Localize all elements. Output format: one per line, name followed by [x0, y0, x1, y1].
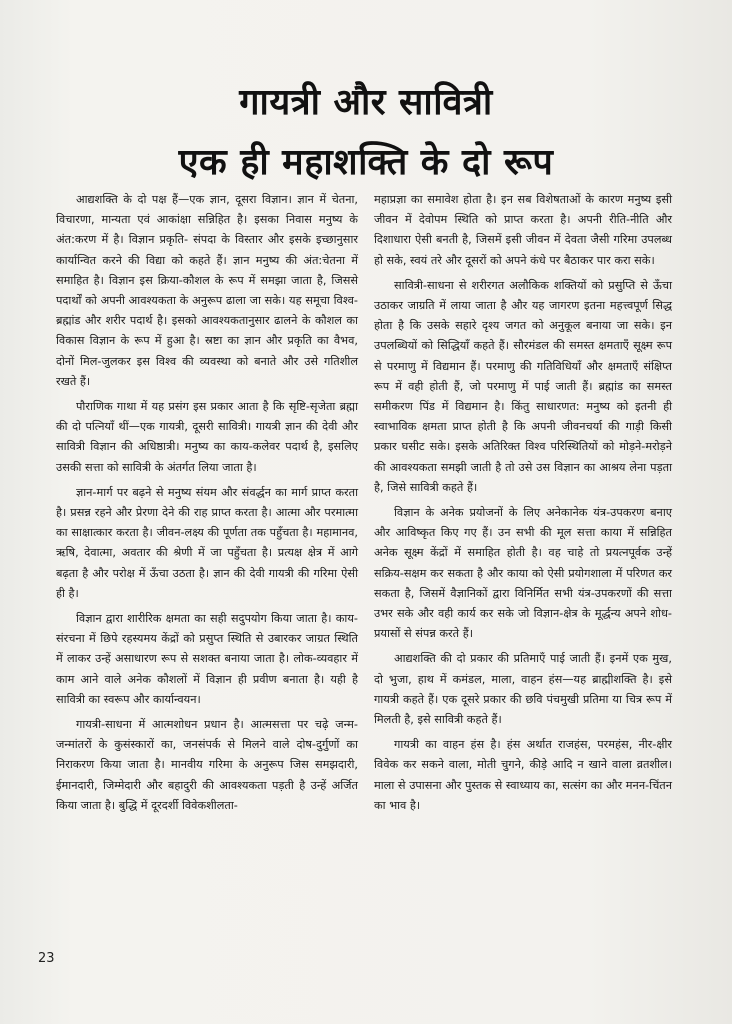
paragraph: महाप्रज्ञा का समावेश होता है। इन सब विशेषताओं के कारण मनुष्य इसी जीवन में देवोपम स्थिति को प्राप्त करता है। अपनी रीति-नीति और दिशाधारा ऐसी बनती है, जिसमें इसी जीवन में देवता जैसी गरिमा उपलब्ध हो सके, स्वयं तरे और दूसरों को अपने कंधे पर बैठाकर पार करा सके।	[374, 193, 672, 267]
paragraph: सावित्री-साधना से शरीरगत अलौकिक शक्तियों को प्रसुप्ति से ऊँचा उठाकर जाग्रति में लाया जाता है और यह जागरण इतना महत्त्वपूर्ण सिद्ध होता है कि उसके सहारे दृश्य जगत को अनुकूल बनाया जा सके। इन उपलब्धियों को सिद्धियाँ कहते हैं। सौरमंडल की समस्त क्षमताएँ सूक्ष्म रूप से परमाणु में विद्यमान हैं। परमाणु की गतिविधियाँ और क्षमताएँ संक्षिप्त रूप में वही होती हैं, जो परमाणु में पाई जाती हैं। ब्रह्मांड का समस्त समीकरण पिंड में विद्यमान है। किंतु साधारणत: मनुष्य को इतनी ही स्वाभाविक क्षमता प्राप्त होती है कि अपनी जीवनचर्या की गाड़ी किसी प्रकार घसीट सके। इसके अतिरिक्त विश्व परिस्थितियों को मोड़ने-मरोड़ने की आवश्यकता समझी जाती है तो उसे उस विज्ञान का आश्रय लेना पड़ता है, जिसे सावित्री कहते हैं।	[374, 278, 672, 494]
paragraph: आद्यशक्ति के दो पक्ष हैं—एक ज्ञान, दूसरा विज्ञान। ज्ञान में चेतना, विचारणा, मान्यता एवं आकांक्षा सन्निहित है। इसका निवास मनुष्य के अंत:करण में है। विज्ञान प्रकृति- संपदा के विस्तार और इसके इच्छानुसार कार्यान्वित करने की विद्या को कहते हैं। ज्ञान मनुष्य की अंत:चेतना में समाहित है। विज्ञान इस क्रिया-कौशल के रूप में समझा जाता है, जिससे पदार्थों को अपनी आवश्यकता के अनुरूप ढाला जा सके। यह समूचा विश्व-ब्रह्मांड और शरीर पदार्थ है। इसको आवश्यकतानुसार ढालने के कौशल का विकास विज्ञान के रूप में हुआ है। स्रष्टा का ज्ञान और प्रकृति का वैभव, दोनों मिल-जुलकर इस विश्व की व्यवस्था को बनाते और उसे गतिशील रखते हैं।	[56, 193, 358, 388]
right-column	[374, 190, 672, 821]
paragraph: ज्ञान-मार्ग पर बढ़ने से मनुष्य संयम और संवर्द्धन का मार्ग प्राप्त करता है। प्रसन्न रहने और प्रेरणा देने की राह प्राप्त करता है। आत्मा और परमात्मा का साक्षात्कार करता है। जीवन-लक्ष्य की पूर्णता तक पहुँचता है। महामानव, ऋषि, देवात्मा, अवतार की श्रेणी में जा पहुँचता है। प्रत्यक्ष क्षेत्र में आगे बढ़ता है और परोक्ष में ऊँचा उठता है। ज्ञान की देवी गायत्री की गरिमा ऐसी ही है।	[56, 485, 358, 600]
title-line-2: एक ही महाशक्ति के दो रूप	[178, 142, 554, 183]
left-column	[56, 190, 358, 821]
paragraph: गायत्री का वाहन हंस है। हंस अर्थात राजहंस, परमहंस, नीर-क्षीर विवेक कर सकने वाला, मोती चुगने, कीड़े आदि न खाने वाला व्रतशील। माला से उपासना और पुस्तक से स्वाध्याय का, सत्संग का और मनन-चिंतन का भाव है।	[374, 738, 672, 812]
paragraph: गायत्री-साधना में आत्मशोधन प्रधान है। आत्मसत्ता पर चढ़े जन्म-जन्मांतरों के कुसंस्कारों का, जनसंपर्क से मिलने वाले दोष-दुर्गुणों का निराकरण किया जाता है। मानवीय गरिमा के अनुरूप जिस समझदारी, ईमानदारी, जिम्मेदारी और बहादुरी की आवश्यकता पड़ती है उन्हें अर्जित किया जाता है। बुद्धि में दूरदर्शी विवेकशीलता-	[56, 718, 358, 812]
paragraph: आद्यशक्ति की दो प्रकार की प्रतिमाएँ पाई जाती हैं। इनमें एक मुख, दो भुजा, हाथ में कमंडल, माला, वाहन हंस—यह ब्राह्मीशक्ति है। इसे गायत्री कहते हैं। एक दूसरे प्रकार की छवि पंचमुखी प्रतिमा या चित्र रूप में मिलती है, इसे सावित्री कहते हैं।	[374, 652, 672, 727]
page-number: 23	[38, 951, 55, 966]
title-line-1: गायत्री और सावित्री	[239, 82, 493, 123]
paragraph: पौराणिक गाथा में यह प्रसंग इस प्रकार आता है कि सृष्टि-सृजेता ब्रह्मा की दो पत्नियाँ थीं—एक गायत्री, दूसरी सावित्री। गायत्री ज्ञान की देवी और सावित्री विज्ञान की अधिष्ठात्री। मनुष्य का काय-कलेवर पदार्थ है, इसलिए उसकी सत्ता को सावित्री के अंतर्गत लिया जाता है।	[56, 400, 358, 474]
paragraph: विज्ञान के अनेक प्रयोजनों के लिए अनेकानेक यंत्र-उपकरण बनाए और आविष्कृत किए गए हैं। उन सभी की मूल सत्ता काया में सन्निहित अनेक सूक्ष्म केंद्रों में समाहित होती है। वह चाहे तो प्रयत्नपूर्वक उन्हें सक्रिय-सक्षम कर सकता है और काया को ऐसी प्रयोगशाला में परिणत कर सकता है, जिसमें वैज्ञानिकों द्वारा विनिर्मित सभी यंत्र-उपकरणों की सत्ता उभर सके और वही कार्य कर सके जो विज्ञान-क्षेत्र के मूर्द्धन्य अपने शोध-प्रयासों से संपन्न करते हैं।	[374, 506, 672, 641]
paragraph: विज्ञान द्वारा शारीरिक क्षमता का सही सदुपयोग किया जाता है। काय-संरचना में छिपे रहस्यमय केंद्रों को प्रसुप्त स्थिति से उबारकर जाग्रत स्थिति में लाकर उन्हें असाधारण रूप से सशक्त बनाया जाता है। लोक-व्यवहार में काम आने वाले अनेक कौशलों में विज्ञान ही प्रवीण बनाता है। यही है सावित्री का स्वरूप और कार्यान्वयन।	[56, 612, 358, 706]
